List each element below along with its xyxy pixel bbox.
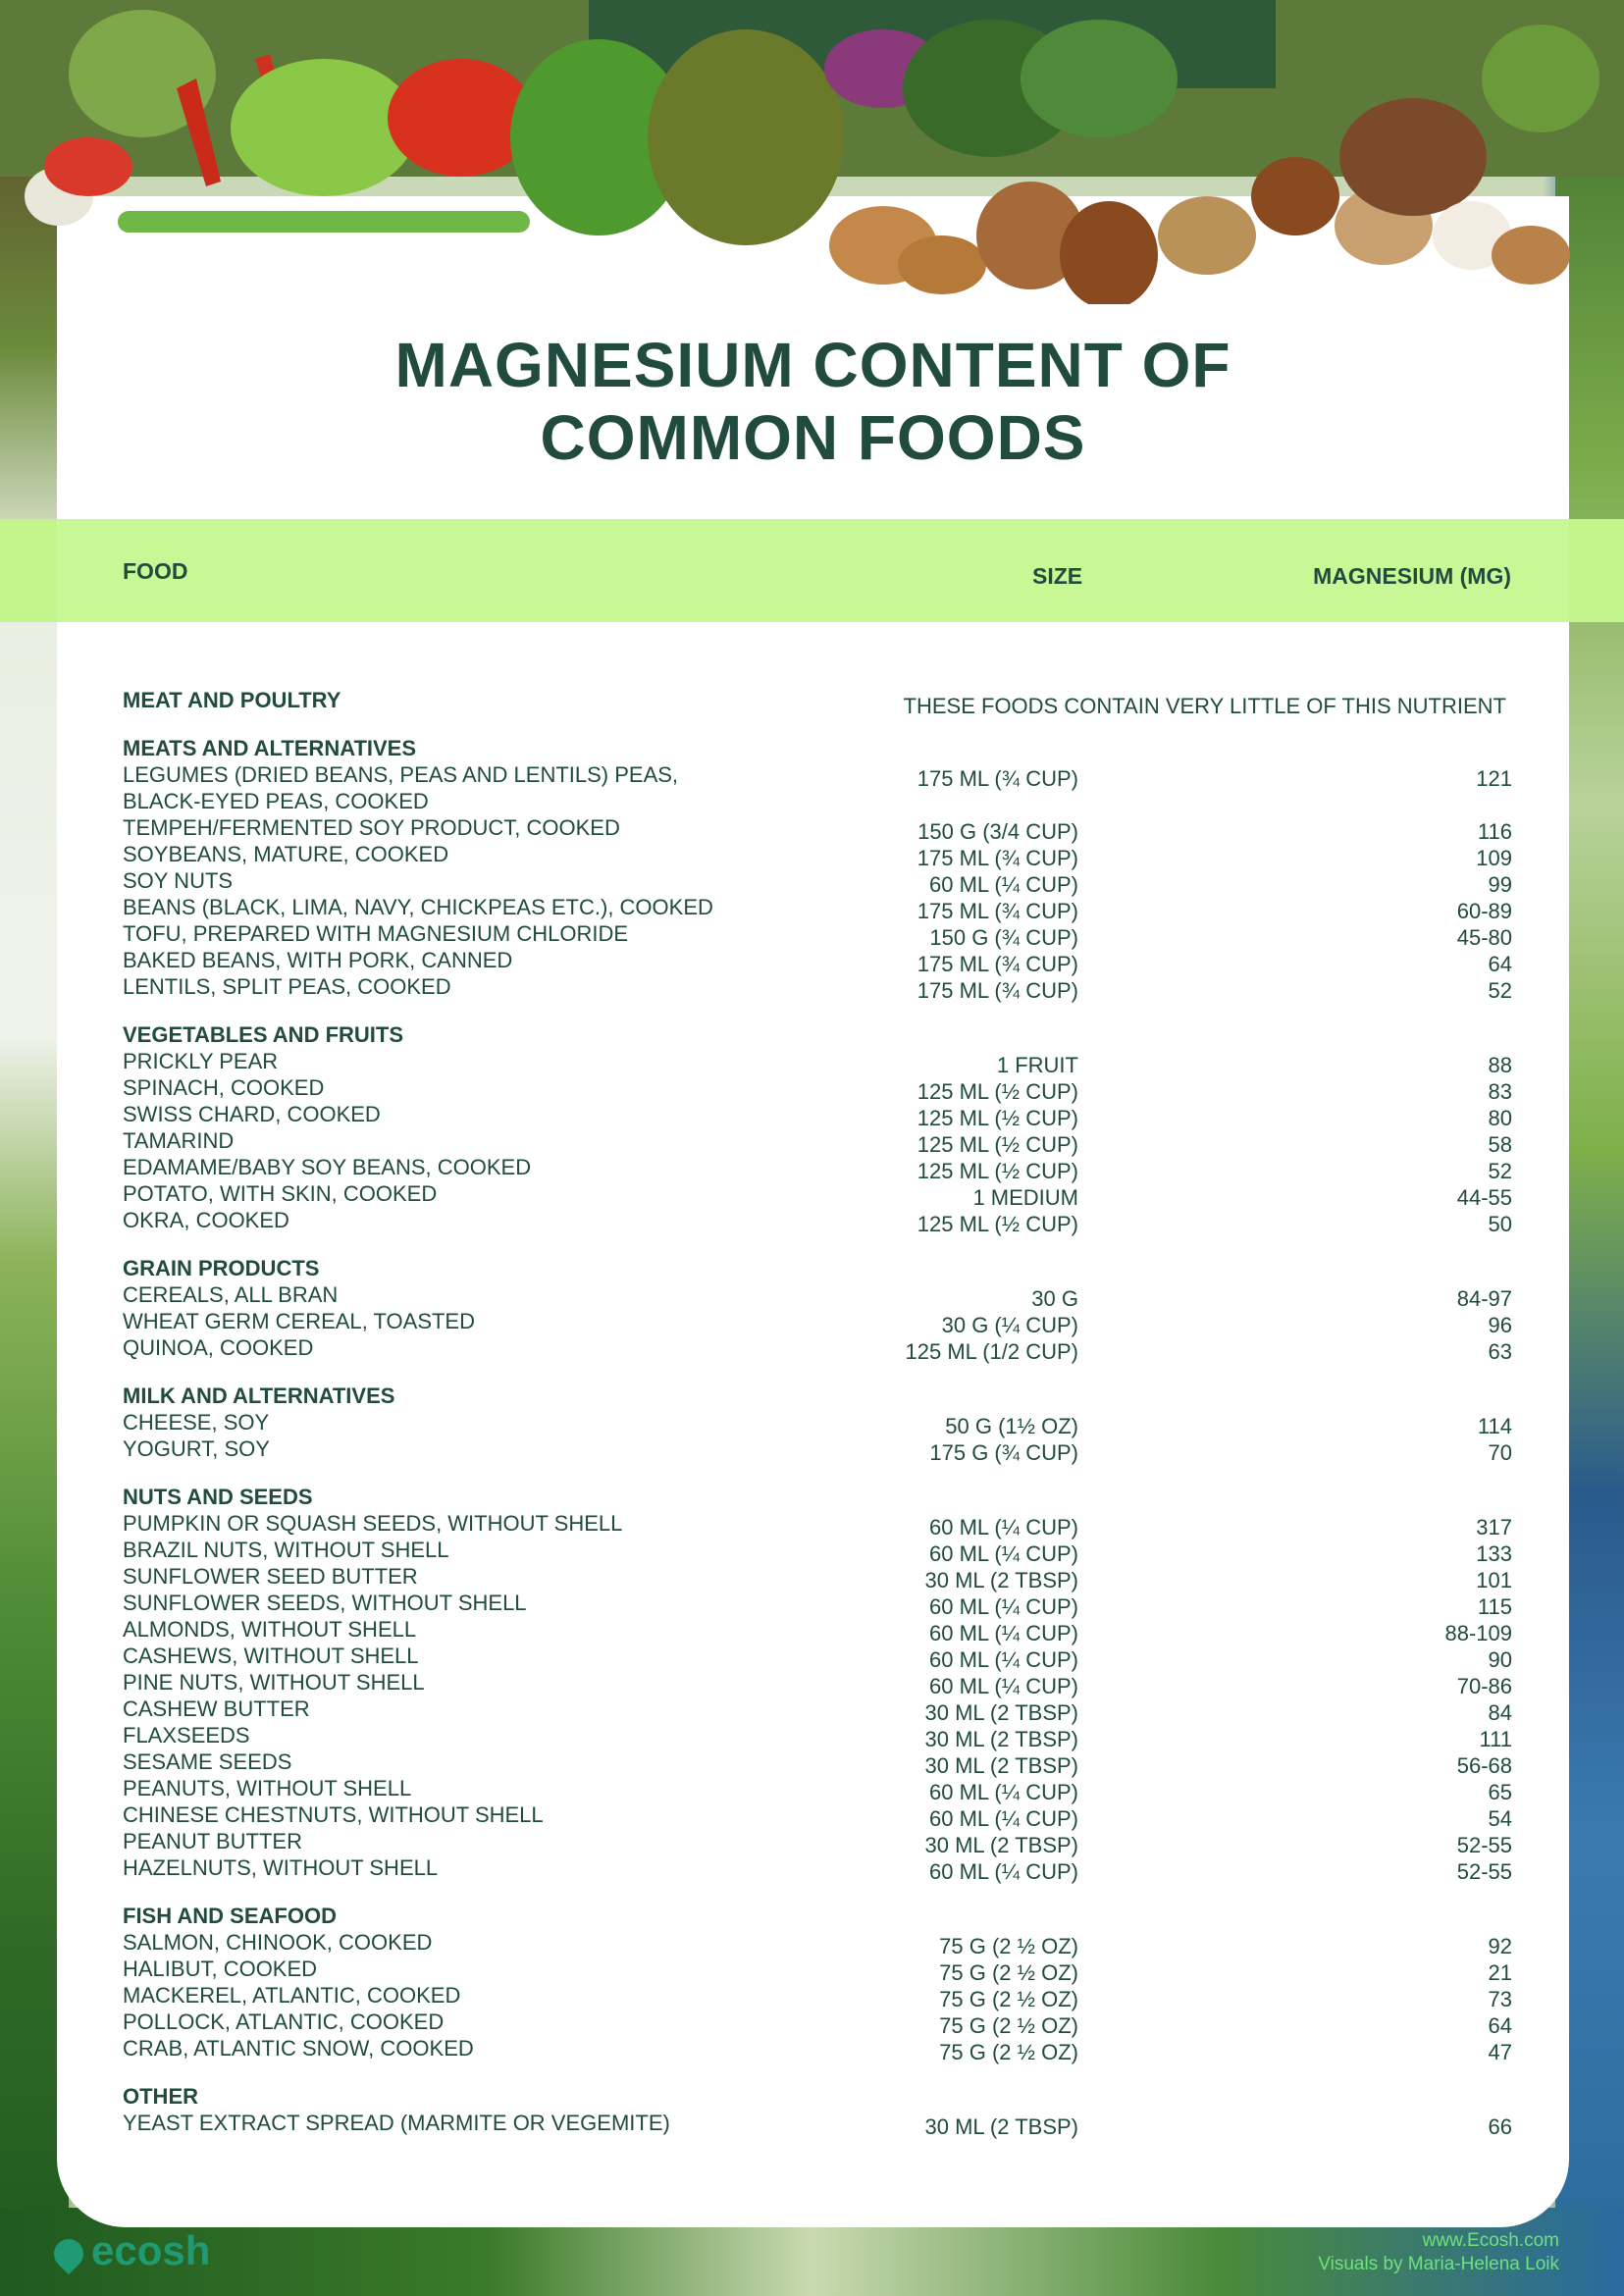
food-section — [123, 2083, 1512, 2139]
table-row — [123, 1616, 1512, 1643]
table-row — [123, 2009, 1512, 2038]
table-row — [123, 1590, 1512, 1619]
title-line-2: COMMON FOODS — [540, 402, 1086, 473]
food-name: CASHEWS, WITHOUT SHELL — [123, 1644, 419, 1668]
table-row — [123, 1696, 1512, 1725]
section-title: MEATS AND ALTERNATIVES — [123, 736, 417, 760]
magnesium-value: 64 — [1488, 2013, 1512, 2038]
serving-size: 60 ML (¼ CUP) — [928, 1594, 1078, 1619]
section-title: MILK AND ALTERNATIVES — [123, 1383, 395, 1408]
table-row — [123, 1722, 1512, 1751]
serving-size: 60 ML (¼ CUP) — [928, 1806, 1078, 1831]
title-line-1: MAGNESIUM CONTENT OF — [394, 330, 1231, 400]
magnesium-value: 44-55 — [1456, 1185, 1512, 1210]
logo-text: ecosh — [91, 2227, 211, 2273]
table-row — [123, 841, 1512, 870]
table-row — [123, 1074, 1512, 1104]
table-row — [123, 1854, 1512, 1884]
credit-block — [1318, 2229, 1559, 2276]
food-name: WHEAT GERM CEREAL, TOASTED — [123, 1309, 475, 1333]
food-section — [123, 1255, 1512, 1364]
food-section — [123, 1903, 1512, 2064]
table-row — [123, 1510, 1512, 1537]
food-name: SESAME SEEDS — [123, 1749, 292, 1774]
food-name: PINE NUTS, WITHOUT SHELL — [123, 1670, 425, 1695]
food-banner-image — [0, 0, 1624, 304]
table-row — [123, 1801, 1512, 1831]
page-title — [57, 329, 1569, 474]
magnesium-value: 52-55 — [1456, 1833, 1512, 1857]
food-section — [123, 1484, 1512, 1884]
food-name: HALIBUT, COOKED — [123, 1957, 318, 1981]
food-name: SPINACH, COOKED — [123, 1075, 325, 1100]
serving-size: 60 ML (¼ CUP) — [928, 1515, 1078, 1539]
magnesium-value: 115 — [1477, 1594, 1512, 1619]
table-row — [123, 973, 1512, 1003]
serving-size: 1 MEDIUM — [972, 1185, 1078, 1210]
table-row — [123, 1308, 1512, 1337]
serving-size: 125 ML (½ CUP) — [917, 1106, 1078, 1130]
serving-size: 125 ML (½ CUP) — [917, 1132, 1078, 1157]
ecosh-logo — [54, 2227, 210, 2274]
food-name: PEANUT BUTTER — [123, 1829, 302, 1853]
food-name: PRICKLY PEAR — [123, 1049, 279, 1073]
food-section — [123, 1021, 1512, 1236]
table-row — [123, 1775, 1512, 1804]
food-name: LEGUMES (DRIED BEANS, PEAS AND LENTILS) PEAS, BLACK-EYED PEAS, COOKED — [123, 762, 679, 813]
food-name: BEANS (BLACK, LIMA, NAVY, CHICKPEAS ETC.), COOKED — [123, 895, 713, 919]
section-note: THESE FOODS CONTAIN VERY LITTLE OF THIS NUTRIENT — [903, 694, 1506, 718]
magnesium-value: 96 — [1488, 1313, 1512, 1337]
table-row — [123, 814, 1512, 844]
serving-size: 1 FRUIT — [996, 1053, 1078, 1077]
magnesium-value: 73 — [1488, 1987, 1512, 2011]
serving-size: 175 ML (¾ CUP) — [917, 766, 1078, 791]
table-row — [123, 761, 1512, 814]
food-name: SOYBEANS, MATURE, COOKED — [123, 842, 449, 866]
serving-size: 60 ML (¼ CUP) — [928, 1647, 1078, 1672]
food-banner-illustration — [0, 0, 1624, 304]
magnesium-value: 66 — [1488, 2114, 1512, 2139]
food-name: CRAB, ATLANTIC SNOW, COOKED — [123, 2036, 474, 2061]
table-row — [123, 1409, 1512, 1438]
magnesium-value: 64 — [1488, 952, 1512, 976]
magnesium-value: 58 — [1488, 1132, 1512, 1157]
magnesium-value: 114 — [1477, 1414, 1512, 1438]
serving-size: 30 ML (2 TBSP) — [924, 1700, 1078, 1725]
serving-size: 175 G (¾ CUP) — [929, 1440, 1078, 1465]
table-row — [123, 1643, 1512, 1672]
serving-size: 125 ML (½ CUP) — [917, 1212, 1078, 1236]
food-name: PEANUTS, WITHOUT SHELL — [123, 1776, 412, 1800]
serving-size: 125 ML (1/2 CUP) — [905, 1339, 1078, 1364]
table-row — [123, 1048, 1512, 1077]
serving-size: 75 G (2 ½ OZ) — [939, 1934, 1078, 1958]
food-name: TAMARIND — [123, 1128, 235, 1153]
magnesium-value: 133 — [1476, 1541, 1512, 1566]
magnesium-value: 99 — [1488, 872, 1512, 897]
magnesium-value: 70-86 — [1456, 1674, 1512, 1698]
magnesium-value: 317 — [1476, 1515, 1512, 1539]
table-row — [123, 1207, 1512, 1236]
food-name: TEMPEH/FERMENTED SOY PRODUCT, COOKED — [123, 815, 620, 840]
food-name: POLLOCK, ATLANTIC, COOKED — [123, 2009, 445, 2034]
website-link[interactable]: www.Ecosh.com — [1422, 2230, 1559, 2251]
food-name: CEREALS, ALL BRAN — [123, 1282, 339, 1307]
magnesium-value: 21 — [1488, 1960, 1512, 1985]
column-header-food: FOOD — [123, 558, 188, 584]
table-row — [123, 894, 1512, 923]
serving-size: 30 ML (2 TBSP) — [924, 2114, 1078, 2139]
food-name: EDAMAME/BABY SOY BEANS, COOKED — [123, 1155, 532, 1179]
serving-size: 125 ML (½ CUP) — [917, 1159, 1078, 1183]
table-row — [123, 1563, 1512, 1590]
magnesium-value: 109 — [1476, 846, 1512, 870]
table-row — [123, 920, 1512, 950]
section-title: MEAT AND POULTRY — [123, 688, 341, 712]
table-row — [123, 867, 1512, 897]
serving-size: 175 ML (¾ CUP) — [917, 846, 1078, 870]
serving-size: 30 ML (2 TBSP) — [924, 1753, 1078, 1778]
food-name: QUINOA, COOKED — [123, 1335, 314, 1360]
serving-size: 30 G — [1031, 1286, 1078, 1311]
serving-size: 175 ML (¾ CUP) — [917, 978, 1078, 1003]
table-row — [123, 1669, 1512, 1696]
serving-size: 75 G (2 ½ OZ) — [939, 2040, 1078, 2064]
magnesium-value: 116 — [1477, 819, 1512, 844]
serving-size: 60 ML (¼ CUP) — [928, 1859, 1078, 1884]
serving-size: 150 G (¾ CUP) — [929, 925, 1078, 950]
magnesium-value: 50 — [1488, 1212, 1512, 1236]
magnesium-value: 101 — [1476, 1568, 1512, 1592]
food-name: SUNFLOWER SEED BUTTER — [123, 1564, 418, 1589]
magnesium-value: 52 — [1488, 978, 1512, 1003]
serving-size: 75 G (2 ½ OZ) — [939, 2013, 1078, 2038]
table-row — [123, 1828, 1512, 1857]
magnesium-value: 84-97 — [1456, 1286, 1512, 1311]
food-name: SALMON, CHINOOK, COOKED — [123, 1930, 433, 1955]
magnesium-value: 56-68 — [1456, 1753, 1512, 1778]
table-row — [123, 1748, 1512, 1778]
food-name: OKRA, COOKED — [123, 1208, 289, 1232]
food-section — [123, 1383, 1512, 1465]
food-name: FLAXSEEDS — [123, 1723, 250, 1748]
serving-size: 175 ML (¾ CUP) — [917, 952, 1078, 976]
table-row — [123, 1435, 1512, 1465]
serving-size: 30 G (¼ CUP) — [941, 1313, 1078, 1337]
food-name: MACKEREL, ATLANTIC, COOKED — [123, 1983, 461, 2008]
magnesium-value: 88 — [1488, 1053, 1512, 1077]
magnesium-value: 83 — [1488, 1079, 1512, 1104]
serving-size: 50 G (1½ OZ) — [945, 1414, 1078, 1438]
food-name: CHINESE CHESTNUTS, WITHOUT SHELL — [123, 1802, 544, 1827]
section-title: FISH AND SEAFOOD — [123, 1904, 337, 1928]
section-title: NUTS AND SEEDS — [123, 1485, 313, 1509]
serving-size: 60 ML (¼ CUP) — [928, 1541, 1078, 1566]
serving-size: 60 ML (¼ CUP) — [928, 1674, 1078, 1698]
serving-size: 150 G (3/4 CUP) — [917, 819, 1078, 844]
table-row — [123, 1956, 1512, 1985]
food-section — [123, 735, 1512, 1003]
table-row — [123, 1982, 1512, 2009]
magnesium-value: 63 — [1488, 1339, 1512, 1364]
serving-size: 125 ML (½ CUP) — [917, 1079, 1078, 1104]
column-header-size: SIZE — [1032, 563, 1083, 589]
table-row — [123, 1334, 1512, 1364]
serving-size: 75 G (2 ½ OZ) — [939, 1987, 1078, 2011]
magnesium-value: 54 — [1488, 1806, 1512, 1831]
section-title: VEGETABLES AND FRUITS — [123, 1022, 404, 1047]
table-row — [123, 1101, 1512, 1130]
food-name: CASHEW BUTTER — [123, 1696, 310, 1721]
magnesium-value: 65 — [1488, 1780, 1512, 1804]
food-name: HAZELNUTS, WITHOUT SHELL — [123, 1855, 439, 1880]
food-name: BAKED BEANS, WITH PORK, CANNED — [123, 948, 513, 972]
table-row — [123, 1929, 1512, 1956]
food-table — [123, 687, 1512, 2158]
food-name: PUMPKIN OR SQUASH SEEDS, WITHOUT SHELL — [123, 1511, 623, 1536]
food-name: LENTILS, SPLIT PEAS, COOKED — [123, 974, 451, 999]
section-title: GRAIN PRODUCTS — [123, 1256, 320, 1280]
food-name: CHEESE, SOY — [123, 1410, 270, 1435]
table-row — [123, 1180, 1512, 1210]
table-row — [123, 1537, 1512, 1566]
magnesium-value: 60-89 — [1456, 899, 1512, 923]
food-name: BRAZIL NUTS, WITHOUT SHELL — [123, 1538, 449, 1562]
table-row — [123, 1154, 1512, 1183]
magnesium-value: 121 — [1476, 766, 1512, 791]
serving-size: 75 G (2 ½ OZ) — [939, 1960, 1078, 1985]
credit-text: Visuals by Maria-Helena Loik — [1318, 2254, 1559, 2274]
table-row — [123, 2110, 1512, 2139]
food-name: ALMONDS, WITHOUT SHELL — [123, 1617, 417, 1642]
serving-size: 30 ML (2 TBSP) — [924, 1833, 1078, 1857]
table-row — [123, 1127, 1512, 1157]
serving-size: 30 ML (2 TBSP) — [924, 1727, 1078, 1751]
magnesium-value: 90 — [1488, 1647, 1512, 1672]
serving-size: 60 ML (¼ CUP) — [928, 1621, 1078, 1645]
section-title: OTHER — [123, 2084, 198, 2109]
table-row — [123, 2035, 1512, 2064]
serving-size: 30 ML (2 TBSP) — [924, 1568, 1078, 1592]
food-name: SOY NUTS — [123, 868, 234, 893]
food-section — [123, 687, 1512, 718]
table-row — [123, 1281, 1512, 1311]
magnesium-value: 52-55 — [1456, 1859, 1512, 1884]
column-header-magnesium: MAGNESIUM (MG) — [1313, 563, 1511, 589]
serving-size: 60 ML (¼ CUP) — [928, 872, 1078, 897]
serving-size: 175 ML (¾ CUP) — [917, 899, 1078, 923]
magnesium-value: 111 — [1479, 1727, 1512, 1751]
magnesium-value: 88-109 — [1444, 1621, 1512, 1645]
magnesium-value: 92 — [1488, 1934, 1512, 1958]
magnesium-value: 84 — [1488, 1700, 1512, 1725]
magnesium-value: 70 — [1488, 1440, 1512, 1465]
food-name: YOGURT, SOY — [123, 1436, 270, 1461]
food-name: SUNFLOWER SEEDS, WITHOUT SHELL — [123, 1591, 527, 1615]
drop-icon — [48, 2233, 89, 2274]
serving-size: 60 ML (¼ CUP) — [928, 1780, 1078, 1804]
food-name: POTATO, WITH SKIN, COOKED — [123, 1181, 438, 1206]
magnesium-value: 45-80 — [1456, 925, 1512, 950]
magnesium-value: 80 — [1488, 1106, 1512, 1130]
food-name: TOFU, PREPARED WITH MAGNESIUM CHLORIDE — [123, 921, 629, 946]
magnesium-value: 52 — [1488, 1159, 1512, 1183]
magnesium-value: 47 — [1488, 2040, 1512, 2064]
food-name: SWISS CHARD, COOKED — [123, 1102, 381, 1126]
table-row — [123, 947, 1512, 976]
food-name: YEAST EXTRACT SPREAD (MARMITE OR VEGEMITE) — [123, 2111, 670, 2135]
